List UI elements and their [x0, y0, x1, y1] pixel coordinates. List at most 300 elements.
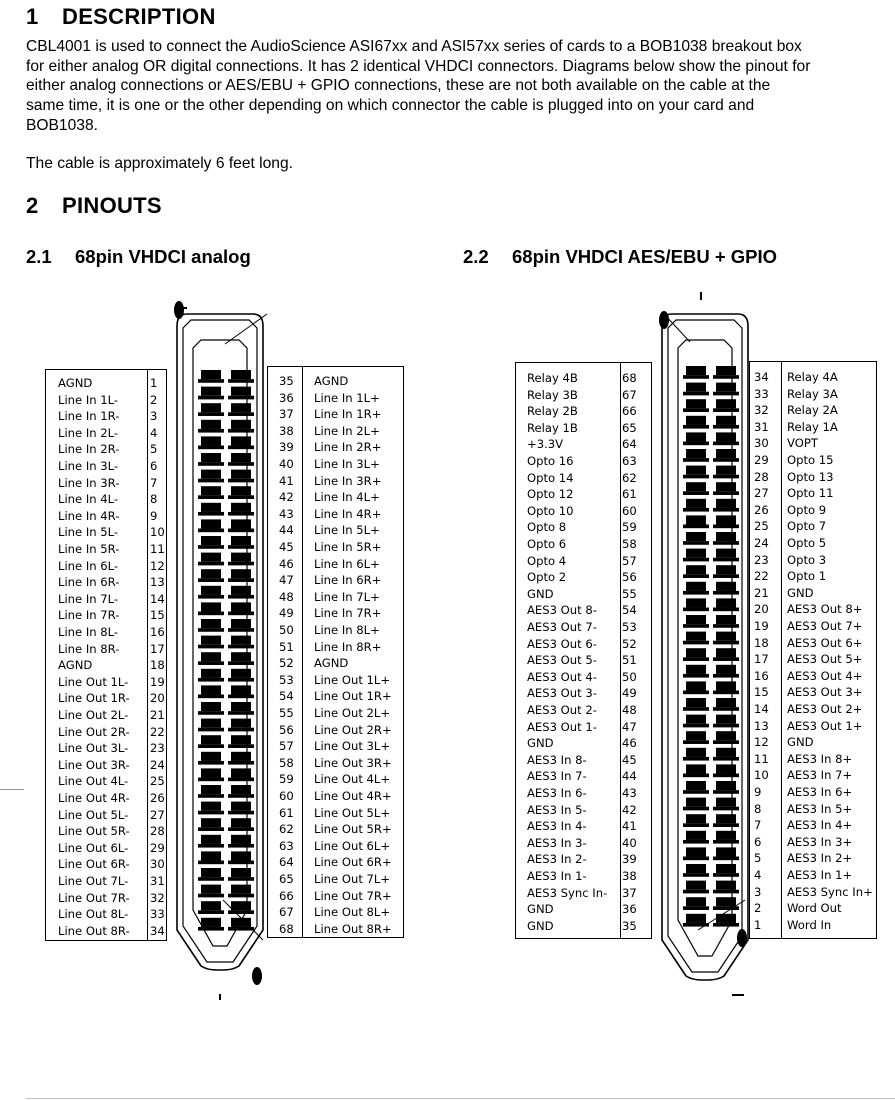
description-line: for either analog OR digital connections. It has 2 identical VHDCI connectors. Diagrams below show the pinout for — [26, 57, 811, 75]
pin-row — [268, 373, 403, 390]
pin-number: 1 — [754, 917, 762, 932]
pin-number: 2 — [150, 392, 158, 407]
pin-number: 47 — [622, 719, 637, 734]
pin-row — [750, 535, 876, 552]
signal-name: Line In 5L+ — [314, 523, 380, 538]
signal-name: Line Out 6R- — [58, 857, 130, 872]
pin-number: 24 — [754, 536, 769, 550]
pin-row — [268, 838, 403, 855]
pin-row — [516, 918, 651, 935]
pin-number: 60 — [622, 503, 637, 518]
vhdci-68-connector-icon — [165, 300, 275, 1000]
pin-row — [750, 618, 876, 635]
signal-name: Line Out 4L+ — [314, 772, 391, 787]
pin-number: 12 — [754, 735, 769, 750]
pin-row — [46, 458, 166, 475]
signal-name: Opto 9 — [787, 502, 827, 517]
pin-row — [46, 873, 166, 890]
pin-number: 33 — [754, 386, 769, 401]
pin-row — [750, 801, 876, 818]
signal-name: AES3 In 1+ — [787, 868, 853, 882]
pin-number: 26 — [754, 502, 769, 517]
signal-name: Opto 1 — [787, 569, 827, 584]
pin-row — [46, 690, 166, 707]
pin-row — [46, 674, 166, 691]
signal-name: Line Out 7R+ — [314, 888, 392, 903]
pin-number: 65 — [622, 420, 637, 435]
pin-row — [46, 757, 166, 774]
pin-number: 46 — [279, 556, 294, 571]
pin-row — [516, 652, 651, 669]
signal-name: AES3 In 5+ — [787, 801, 853, 816]
signal-name: Line Out 2L+ — [314, 706, 391, 720]
pin-row — [268, 722, 403, 739]
signal-name: Line Out 1R- — [58, 691, 130, 706]
pin-number: 14 — [754, 702, 769, 716]
pin-row — [516, 387, 651, 404]
pin-number: 44 — [279, 523, 294, 538]
signal-name: AES3 Out 5+ — [787, 652, 863, 667]
signal-name: Word Out — [787, 901, 842, 916]
pin-row — [750, 850, 876, 867]
signal-name: AES3 In 4+ — [787, 818, 853, 833]
pin-row — [46, 392, 166, 409]
pin-row — [268, 473, 403, 490]
description-line: either analog connections or AES/EBU + GPIO connections, these are not both available on the cable at the — [26, 77, 771, 95]
signal-name: Line In 5R- — [58, 542, 120, 556]
signal-name: Line In 3L- — [58, 459, 119, 473]
signal-name: AES3 In 8- — [527, 752, 587, 767]
pin-number: 50 — [279, 623, 294, 637]
pin-row — [516, 370, 651, 387]
signal-name: Line In 4L- — [58, 492, 119, 507]
signal-name: AES3 In 8+ — [787, 751, 853, 766]
pin-row — [750, 469, 876, 486]
pin-row — [516, 851, 651, 868]
pin-number: 40 — [622, 835, 637, 850]
footer-rule — [26, 1098, 895, 1099]
signal-name: Opto 8 — [527, 520, 567, 535]
pin-row — [750, 485, 876, 502]
pin-row — [750, 452, 876, 469]
pin-number: 36 — [279, 390, 294, 405]
pin-number: 56 — [622, 570, 637, 585]
signal-name: Line In 1R+ — [314, 407, 382, 422]
pin-row — [46, 890, 166, 907]
pin-number: 12 — [150, 558, 165, 573]
pin-number: 31 — [754, 419, 769, 434]
signal-name: Line In 5L- — [58, 525, 119, 540]
signal-name: VOPT — [787, 436, 818, 451]
pin-row — [516, 885, 651, 902]
pin-number: 40 — [279, 457, 294, 471]
pin-number: 64 — [279, 855, 294, 870]
pin-number: 10 — [754, 768, 769, 783]
pin-number: 15 — [150, 608, 165, 623]
pin-row — [46, 408, 166, 425]
pin-number: 39 — [622, 852, 637, 867]
signal-name: Line Out 8R- — [58, 923, 130, 938]
pin-row — [516, 553, 651, 570]
pin-number: 65 — [279, 872, 294, 886]
pin-row — [46, 375, 166, 392]
pin-number: 4 — [754, 868, 762, 882]
signal-name: AES3 Out 1- — [527, 719, 597, 734]
pin-row — [268, 390, 403, 407]
signal-name: Line Out 6R+ — [314, 855, 392, 870]
signal-name: Line In 1L+ — [314, 390, 380, 405]
pin-number: 1 — [150, 376, 158, 390]
signal-name: Line In 8R+ — [314, 639, 382, 654]
pin-row — [268, 738, 403, 755]
pin-row — [46, 425, 166, 442]
pin-number: 39 — [279, 440, 294, 455]
pin-row — [516, 436, 651, 453]
signal-name: Line Out 8R+ — [314, 921, 392, 936]
signal-name: AES3 In 6- — [527, 786, 587, 800]
description-line: same time, it is one or the other depending on which connector the cable is plugged into on your card and — [26, 97, 755, 115]
signal-name: Relay 3B — [527, 387, 578, 402]
pin-number: 46 — [622, 736, 637, 751]
signal-name: Opto 6 — [527, 537, 567, 551]
signal-name: Opto 14 — [527, 470, 574, 485]
pin-row — [516, 685, 651, 702]
pin-number: 48 — [279, 589, 294, 604]
pin-number: 63 — [279, 838, 294, 853]
section-title: DESCRIPTION — [62, 4, 216, 29]
signal-name: AES3 Out 6+ — [787, 635, 863, 650]
pin-row — [268, 522, 403, 539]
pin-number: 51 — [279, 639, 294, 654]
section-number: 2 — [26, 193, 39, 218]
pin-row — [46, 657, 166, 674]
subsection-title: 68pin VHDCI AES/EBU + GPIO — [512, 246, 778, 267]
pin-number: 27 — [150, 807, 165, 822]
pin-number: 47 — [279, 573, 294, 588]
pin-number: 6 — [754, 834, 762, 849]
signal-name: Line In 5R+ — [314, 540, 382, 554]
pin-number: 19 — [150, 674, 165, 689]
signal-name: AGND — [314, 656, 349, 671]
signal-name: AGND — [58, 658, 93, 673]
pin-number: 25 — [150, 774, 165, 789]
pin-row — [516, 602, 651, 619]
pin-row — [46, 591, 166, 608]
signal-name: Opto 5 — [787, 536, 827, 550]
pin-row — [46, 558, 166, 575]
pin-row — [46, 840, 166, 857]
pin-row — [750, 502, 876, 519]
signal-name: Line In 4R- — [58, 508, 120, 523]
pin-number: 62 — [279, 822, 294, 837]
subsection-2-2-heading — [463, 246, 777, 268]
signal-name: Line In 6L+ — [314, 556, 380, 571]
description-line: CBL4001 is used to connect the AudioScience ASI67xx and ASI57xx series of cards to a BOB1038 breakout box — [26, 38, 802, 55]
pin-number: 8 — [150, 492, 158, 507]
pin-number: 64 — [622, 437, 637, 452]
pin-row — [750, 386, 876, 403]
section-number: 1 — [26, 4, 39, 29]
pin-row — [516, 519, 651, 536]
pin-number: 45 — [279, 540, 294, 554]
signal-name: Opto 4 — [527, 553, 567, 568]
pin-number: 43 — [279, 506, 294, 521]
subsection-2-1-heading — [26, 246, 251, 268]
pin-number: 21 — [150, 708, 165, 722]
pin-number: 41 — [622, 819, 637, 834]
signal-name: Line Out 8L+ — [314, 905, 391, 920]
pin-number: 17 — [754, 652, 769, 667]
pin-row — [268, 805, 403, 822]
pin-row — [268, 572, 403, 589]
pin-row — [268, 423, 403, 440]
pin-row — [516, 503, 651, 520]
pin-row — [750, 419, 876, 436]
pin-number: 19 — [754, 619, 769, 633]
signal-name: Relay 2A — [787, 403, 838, 418]
pin-number: 35 — [622, 918, 637, 933]
pin-row — [268, 506, 403, 523]
pin-number: 24 — [150, 757, 165, 772]
pin-number: 62 — [622, 470, 637, 485]
pin-row — [516, 669, 651, 686]
pin-number: 66 — [622, 404, 637, 419]
pin-number: 22 — [150, 724, 165, 739]
pin-row — [750, 701, 876, 718]
pin-number: 59 — [622, 520, 637, 535]
pin-row — [750, 552, 876, 569]
pin-row — [750, 884, 876, 901]
signal-name: Line Out 7R- — [58, 890, 130, 905]
pin-row — [268, 788, 403, 805]
signal-name: Line Out 2R- — [58, 724, 130, 739]
signal-name: GND — [787, 735, 814, 750]
pin-row — [750, 435, 876, 452]
pin-number: 9 — [754, 785, 762, 799]
signal-name: Relay 4A — [787, 370, 838, 384]
description-paragraph — [26, 37, 891, 136]
pin-number: 23 — [754, 552, 769, 567]
signal-name: AES3 Out 3- — [527, 686, 597, 701]
signal-name: Line In 2L- — [58, 425, 119, 440]
pin-number: 10 — [150, 525, 165, 540]
pin-number: 42 — [279, 490, 294, 505]
pin-row — [46, 541, 166, 558]
pin-number: 67 — [279, 905, 294, 920]
pin-number: 53 — [279, 672, 294, 687]
signal-name: AES3 In 5- — [527, 802, 587, 817]
signal-name: Line Out 4L- — [58, 774, 129, 789]
signal-name: Line Out 8L- — [58, 907, 129, 922]
subsection-number: 2.2 — [463, 246, 489, 267]
signal-name: Line In 2R+ — [314, 440, 382, 455]
pin-number: 28 — [150, 824, 165, 839]
pin-row — [750, 651, 876, 668]
pin-row — [516, 752, 651, 769]
pin-row — [268, 672, 403, 689]
signal-name: GND — [787, 585, 814, 600]
pin-row — [268, 622, 403, 639]
pin-row — [268, 605, 403, 622]
signal-name: AES3 In 2+ — [787, 851, 853, 866]
pin-row — [268, 406, 403, 423]
signal-name: Line In 8L- — [58, 625, 119, 639]
pin-row — [750, 817, 876, 834]
pin-number: 29 — [150, 840, 165, 855]
pin-row — [268, 639, 403, 656]
pin-row — [750, 917, 876, 934]
signal-name: Opto 10 — [527, 503, 574, 518]
signal-name: GND — [527, 902, 554, 917]
signal-name: AES3 In 1- — [527, 869, 587, 883]
pin-number: 21 — [754, 585, 769, 600]
pin-row — [516, 719, 651, 736]
pin-number: 13 — [150, 575, 165, 590]
pin-row — [750, 784, 876, 801]
pin-number: 31 — [150, 874, 165, 888]
pin-row — [750, 402, 876, 419]
signal-name: Line In 1R- — [58, 409, 120, 424]
pin-row — [46, 624, 166, 641]
signal-name: Relay 3A — [787, 386, 838, 401]
analog-left-pin-table — [45, 369, 167, 941]
signal-name: AES3 Sync In- — [527, 885, 608, 900]
signal-name: Line Out 1L- — [58, 674, 129, 689]
signal-name: AES3 Out 8- — [527, 603, 597, 618]
signal-name: AES3 Out 6- — [527, 636, 597, 651]
pin-number: 28 — [754, 469, 769, 484]
signal-name: Relay 4B — [527, 371, 578, 385]
pin-number: 35 — [279, 374, 294, 388]
pin-row — [268, 539, 403, 556]
pin-number: 7 — [754, 818, 762, 833]
vhdci-68-connector-icon — [650, 290, 760, 1002]
signal-name: AES3 In 2- — [527, 852, 587, 867]
pin-number: 14 — [150, 591, 165, 606]
pin-number: 11 — [754, 751, 769, 766]
pin-number: 43 — [622, 786, 637, 800]
pin-row — [268, 688, 403, 705]
signal-name: Line In 6R- — [58, 575, 120, 590]
signal-name: Opto 13 — [787, 469, 834, 484]
pin-number: 22 — [754, 569, 769, 584]
pin-row — [46, 524, 166, 541]
signal-name: Relay 2B — [527, 404, 578, 419]
signal-name: Line Out 3L- — [58, 741, 129, 756]
pin-number: 27 — [754, 486, 769, 501]
pin-row — [516, 868, 651, 885]
pin-number: 25 — [754, 519, 769, 534]
signal-name: Line Out 1L+ — [314, 672, 391, 687]
pin-row — [750, 369, 876, 386]
signal-name: Line Out 1R+ — [314, 689, 392, 704]
pin-row — [268, 755, 403, 772]
signal-name: AGND — [314, 374, 349, 388]
pin-row — [268, 921, 403, 938]
pin-row — [268, 439, 403, 456]
signal-name: Line In 7L+ — [314, 589, 380, 604]
signal-name: AES3 Out 4- — [527, 669, 597, 684]
pin-number: 55 — [279, 706, 294, 720]
pin-number: 30 — [150, 857, 165, 872]
pin-number: 61 — [622, 487, 637, 502]
pin-row — [516, 486, 651, 503]
signal-name: Line Out 3L+ — [314, 739, 391, 754]
pin-number: 5 — [754, 851, 762, 866]
pin-number: 16 — [150, 625, 165, 639]
pin-row — [750, 734, 876, 751]
subsection-number: 2.1 — [26, 246, 52, 267]
pin-number: 20 — [150, 691, 165, 706]
pin-number: 49 — [622, 686, 637, 701]
pin-number: 50 — [622, 669, 637, 684]
signal-name: AES3 Sync In+ — [787, 884, 873, 899]
pin-number: 68 — [279, 921, 294, 936]
pin-row — [46, 475, 166, 492]
pin-number: 56 — [279, 722, 294, 737]
pin-number: 30 — [754, 436, 769, 451]
signal-name: AGND — [58, 376, 93, 390]
pin-row — [268, 655, 403, 672]
pin-row — [516, 453, 651, 470]
pin-row — [750, 635, 876, 652]
signal-name: AES3 Out 3+ — [787, 685, 863, 700]
pin-number: 18 — [754, 635, 769, 650]
pin-row — [268, 904, 403, 921]
pin-number: 38 — [622, 869, 637, 883]
pin-number: 51 — [622, 653, 637, 668]
pin-number: 11 — [150, 542, 165, 556]
pin-row — [46, 790, 166, 807]
margin-mark — [0, 789, 24, 790]
signal-name: AES3 Out 5- — [527, 653, 597, 668]
pin-number: 13 — [754, 718, 769, 733]
signal-name: Line In 4L+ — [314, 490, 380, 505]
signal-name: Opto 16 — [527, 454, 574, 468]
pin-row — [268, 821, 403, 838]
pin-row — [516, 901, 651, 918]
pin-number: 2 — [754, 901, 762, 916]
signal-name: AES3 Out 1+ — [787, 718, 863, 733]
signal-name: AES3 Out 7- — [527, 620, 597, 634]
pin-number: 48 — [622, 703, 637, 717]
signal-name: Line Out 5R- — [58, 824, 130, 839]
pin-number: 9 — [150, 508, 158, 523]
pin-row — [46, 724, 166, 741]
section-title: PINOUTS — [62, 193, 162, 218]
pin-row — [268, 589, 403, 606]
pin-row — [46, 641, 166, 658]
pin-row — [46, 923, 166, 940]
pin-row — [46, 807, 166, 824]
pin-row — [750, 867, 876, 884]
signal-name: AES3 In 3+ — [787, 834, 853, 849]
pin-row — [46, 607, 166, 624]
pin-number: 36 — [622, 902, 637, 917]
signal-name: Line Out 3R- — [58, 757, 130, 772]
pin-row — [46, 441, 166, 458]
pin-number: 52 — [279, 656, 294, 671]
pin-row — [268, 705, 403, 722]
signal-name: Opto 7 — [787, 519, 827, 534]
pin-number: 38 — [279, 423, 294, 438]
signal-name: AES3 Out 4+ — [787, 668, 863, 683]
signal-name: Line In 2L+ — [314, 423, 380, 438]
pin-number: 20 — [754, 602, 769, 617]
signal-name: AES3 Out 8+ — [787, 602, 863, 617]
pin-row — [750, 585, 876, 602]
digital-left-pin-table — [515, 362, 652, 939]
